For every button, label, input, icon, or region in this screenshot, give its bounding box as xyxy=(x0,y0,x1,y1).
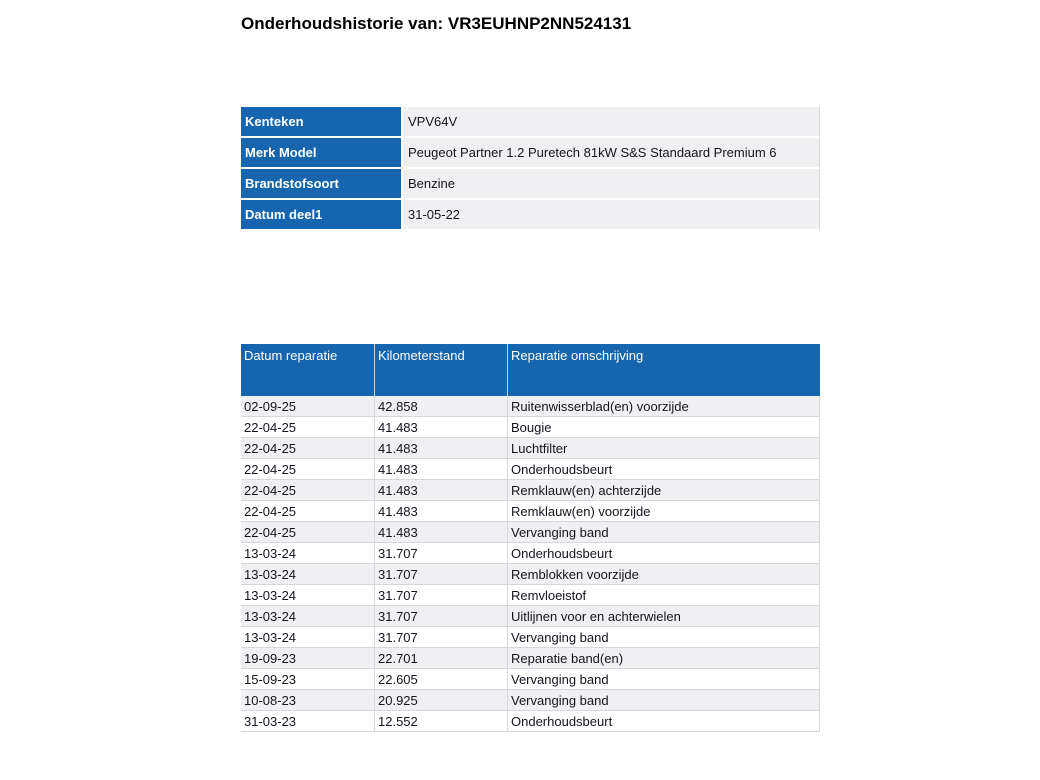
vehicle-info-row xyxy=(241,138,820,169)
cell-reparatie-omschrijving: Remklauw(en) voorzijde xyxy=(508,501,820,522)
vehicle-info-value: Peugeot Partner 1.2 Puretech 81kW S&S Standaard Premium 6 xyxy=(403,138,820,169)
cell-kilometerstand: 20.925 xyxy=(375,690,508,711)
cell-datum-reparatie: 22-04-25 xyxy=(241,480,375,501)
table-row xyxy=(241,648,820,669)
vehicle-info-table xyxy=(241,107,820,231)
table-row xyxy=(241,690,820,711)
vehicle-info-value: Benzine xyxy=(403,169,820,200)
cell-kilometerstand: 22.701 xyxy=(375,648,508,669)
vehicle-info-value: 31-05-22 xyxy=(403,200,820,231)
vehicle-info-row xyxy=(241,200,820,231)
column-header-datum-reparatie: Datum reparatie xyxy=(241,344,375,396)
cell-datum-reparatie: 13-03-24 xyxy=(241,585,375,606)
cell-datum-reparatie: 02-09-25 xyxy=(241,396,375,417)
maintenance-table xyxy=(241,344,820,732)
cell-kilometerstand: 41.483 xyxy=(375,459,508,480)
cell-kilometerstand: 41.483 xyxy=(375,438,508,459)
cell-reparatie-omschrijving: Onderhoudsbeurt xyxy=(508,543,820,564)
cell-datum-reparatie: 13-03-24 xyxy=(241,543,375,564)
cell-reparatie-omschrijving: Remklauw(en) achterzijde xyxy=(508,480,820,501)
vehicle-info-row xyxy=(241,107,820,138)
table-row xyxy=(241,711,820,732)
cell-reparatie-omschrijving: Onderhoudsbeurt xyxy=(508,459,820,480)
cell-kilometerstand: 31.707 xyxy=(375,606,508,627)
cell-reparatie-omschrijving: Vervanging band xyxy=(508,669,820,690)
vehicle-info-label: Kenteken xyxy=(241,107,403,138)
vehicle-info-label: Datum deel1 xyxy=(241,200,403,231)
cell-reparatie-omschrijving: Luchtfilter xyxy=(508,438,820,459)
cell-kilometerstand: 31.707 xyxy=(375,564,508,585)
cell-datum-reparatie: 13-03-24 xyxy=(241,627,375,648)
table-row xyxy=(241,459,820,480)
table-row xyxy=(241,585,820,606)
cell-datum-reparatie: 15-09-23 xyxy=(241,669,375,690)
table-row xyxy=(241,396,820,417)
cell-kilometerstand: 31.707 xyxy=(375,585,508,606)
table-row xyxy=(241,627,820,648)
vehicle-info-value: VPV64V xyxy=(403,107,820,138)
cell-datum-reparatie: 13-03-24 xyxy=(241,564,375,585)
cell-kilometerstand: 41.483 xyxy=(375,501,508,522)
table-row xyxy=(241,501,820,522)
cell-datum-reparatie: 13-03-24 xyxy=(241,606,375,627)
page-title: Onderhoudshistorie van: VR3EUHNP2NN524131 xyxy=(241,14,632,33)
column-header-reparatie-omschrijving: Reparatie omschrijving xyxy=(508,344,820,396)
cell-reparatie-omschrijving: Vervanging band xyxy=(508,627,820,648)
cell-datum-reparatie: 22-04-25 xyxy=(241,522,375,543)
table-row xyxy=(241,417,820,438)
cell-reparatie-omschrijving: Onderhoudsbeurt xyxy=(508,711,820,732)
maintenance-table-header xyxy=(241,344,820,396)
cell-datum-reparatie: 10-08-23 xyxy=(241,690,375,711)
cell-reparatie-omschrijving: Reparatie band(en) xyxy=(508,648,820,669)
column-header-kilometerstand: Kilometerstand xyxy=(375,344,508,396)
cell-datum-reparatie: 31-03-23 xyxy=(241,711,375,732)
cell-kilometerstand: 42.858 xyxy=(375,396,508,417)
cell-reparatie-omschrijving: Ruitenwisserblad(en) voorzijde xyxy=(508,396,820,417)
vehicle-info-label: Brandstofsoort xyxy=(241,169,403,200)
table-row xyxy=(241,480,820,501)
vehicle-info-row xyxy=(241,169,820,200)
cell-reparatie-omschrijving: Uitlijnen voor en achterwielen xyxy=(508,606,820,627)
cell-datum-reparatie: 22-04-25 xyxy=(241,417,375,438)
header-row xyxy=(241,344,820,396)
cell-kilometerstand: 12.552 xyxy=(375,711,508,732)
table-row xyxy=(241,543,820,564)
cell-kilometerstand: 41.483 xyxy=(375,480,508,501)
cell-reparatie-omschrijving: Remblokken voorzijde xyxy=(508,564,820,585)
cell-datum-reparatie: 22-04-25 xyxy=(241,501,375,522)
cell-reparatie-omschrijving: Bougie xyxy=(508,417,820,438)
cell-kilometerstand: 31.707 xyxy=(375,627,508,648)
cell-reparatie-omschrijving: Vervanging band xyxy=(508,522,820,543)
cell-datum-reparatie: 19-09-23 xyxy=(241,648,375,669)
table-row xyxy=(241,564,820,585)
cell-kilometerstand: 41.483 xyxy=(375,417,508,438)
cell-kilometerstand: 31.707 xyxy=(375,543,508,564)
table-row xyxy=(241,522,820,543)
cell-reparatie-omschrijving: Vervanging band xyxy=(508,690,820,711)
cell-reparatie-omschrijving: Remvloeistof xyxy=(508,585,820,606)
vehicle-info-label: Merk Model xyxy=(241,138,403,169)
cell-datum-reparatie: 22-04-25 xyxy=(241,459,375,480)
cell-kilometerstand: 41.483 xyxy=(375,522,508,543)
table-row xyxy=(241,669,820,690)
table-row xyxy=(241,606,820,627)
cell-datum-reparatie: 22-04-25 xyxy=(241,438,375,459)
table-row xyxy=(241,438,820,459)
cell-kilometerstand: 22.605 xyxy=(375,669,508,690)
